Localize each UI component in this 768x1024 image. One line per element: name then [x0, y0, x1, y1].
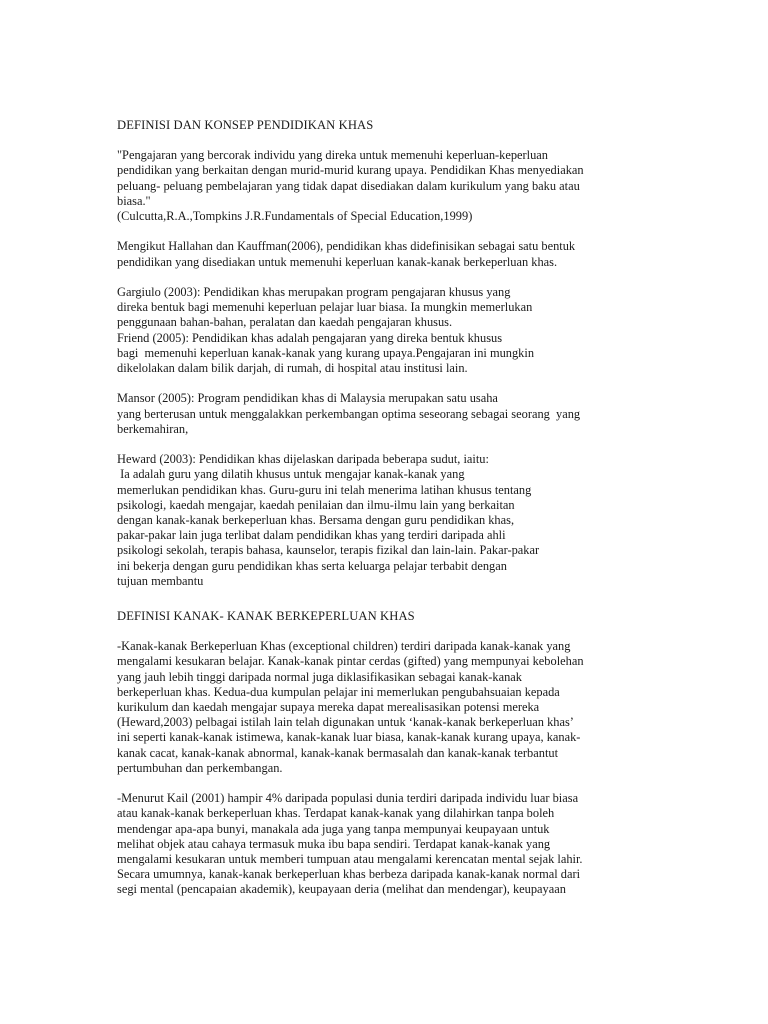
text-line: "Pengajaran yang bercorak individu yang direka untuk memenuhi keperluan-keperluan [117, 148, 549, 163]
paragraph [117, 639, 698, 776]
paragraph [117, 791, 698, 897]
text-line: yang berterusan untuk menggalakkan perkembangan optima seseorang sebagai seorang yang [117, 406, 581, 421]
paragraph [117, 239, 698, 269]
text-line: -Menurut Kail (2001) hampir 4% daripada populasi dunia terdiri daripada individu luar biasa [117, 791, 579, 806]
text-line: yang jauh lebih tinggi daripada normal juga diklasifikasikan sebagai kanak-kanak [117, 669, 522, 684]
text-line: mengalami kesukaran belajar. Kanak-kanak pintar cerdas (gifted) yang mempunyai kebolehan [117, 654, 584, 669]
text-line: biasa." [117, 193, 151, 208]
text-line: Ia adalah guru yang dilatih khusus untuk mengajar kanak-kanak yang [117, 467, 465, 482]
text-line: pakar-pakar lain juga terlibat dalam pendidikan khas yang terdiri daripada ahli [117, 528, 506, 543]
text-line: ini bekerja dengan guru pendidikan khas serta keluarga pelajar terbabit dengan [117, 558, 507, 573]
text-line: peluang- peluang pembelajaran yang tidak dapat disediakan dalam kurikulum yang baku atau [117, 178, 580, 193]
section-heading-definisi-konsep: DEFINISI DAN KONSEP PENDIDIKAN KHAS [117, 118, 374, 132]
text-line: mendengar apa-apa bunyi, manakala ada juga yang tanpa mempunyai keupayaan untuk [117, 821, 550, 836]
text-line: Mengikut Hallahan dan Kauffman(2006), pendidikan khas didefinisikan sebagai satu bentuk [117, 239, 576, 254]
text-line: tujuan membantu [117, 573, 204, 588]
text-line: pendidikan yang disediakan untuk memenuhi keperluan kanak-kanak berkeperluan khas. [117, 254, 558, 269]
text-line: direka bentuk bagi memenuhi keperluan pelajar luar biasa. Ia mungkin memerlukan [117, 300, 533, 315]
text-line: segi mental (pencapaian akademik), keupayaan deria (melihat dan mendengar), keupayaan [117, 882, 566, 897]
text-line: psikologi sekolah, terapis bahasa, kaunselor, terapis fizikal dan lain-lain. Pakar-pakar [117, 543, 540, 558]
text-line: (Heward,2003) pelbagai istilah lain telah digunakan untuk ‘kanak-kanak berkeperluan khas’ [117, 715, 574, 730]
paragraph [117, 391, 698, 437]
paragraph [117, 285, 698, 376]
text-line: dikelolakan dalam bilik darjah, di rumah, di hospital atau institusi lain. [117, 361, 468, 376]
text-line: psikologi, kaedah mengajar, kaedah penilaian dan ilmu-ilmu lain yang berkaitan [117, 497, 515, 512]
section-heading-definisi-kanak-kanak: DEFINISI KANAK- KANAK BERKEPERLUAN KHAS [117, 609, 415, 624]
paragraph [117, 452, 698, 589]
text-line: kurikulum dan kaedah mengajar supaya mereka dapat merealisasikan potensi mereka [117, 700, 540, 715]
text-line: dengan kanak-kanak berkeperluan khas. Bersama dengan guru pendidikan khas, [117, 513, 515, 528]
section-body-2 [117, 639, 698, 897]
text-line: pertumbuhan dan perkembangan. [117, 760, 283, 775]
text-line: Gargiulo (2003): Pendidikan khas merupakan program pengajaran khusus yang [117, 285, 511, 299]
text-line: Heward (2003): Pendidikan khas dijelaskan daripada beberapa sudut, iaitu: [117, 452, 489, 467]
text-line: berkemahiran, [117, 421, 189, 436]
text-line: memerlukan pendidikan khas. Guru-guru ini telah menerima latihan khusus tentang [117, 482, 532, 497]
text-line: berkeperluan khas. Kedua-dua kumpulan pelajar ini memerlukan pengubahsuaian kepada [117, 684, 560, 699]
text-line: melihat objek atau cahaya termasuk muka ibu bapa sendiri. Terdapat kanak-kanak yang [117, 836, 551, 851]
section-body-1 [117, 148, 698, 589]
text-line: atau kanak-kanak berkeperluan khas. Terdapat kanak-kanak yang dilahirkan tanpa boleh [117, 806, 555, 821]
text-line: Mansor (2005): Program pendidikan khas di Malaysia merupakan satu usaha [117, 391, 498, 406]
text-line: penggunaan bahan-bahan, peralatan dan kaedah pengajaran khusus. [117, 315, 453, 330]
paragraph [117, 148, 698, 224]
text-line: pendidikan yang berkaitan dengan murid-murid kurang upaya. Pendidikan Khas menyediakan [117, 163, 584, 178]
text-line: Secara umumnya, kanak-kanak berkeperluan khas berbeza daripada kanak-kanak normal dari [117, 867, 581, 882]
text-line: (Culcutta,R.A.,Tompkins J.R.Fundamentals of Special Education,1999) [117, 209, 473, 224]
text-line: -Kanak-kanak Berkeperluan Khas (exceptional children) terdiri daripada kanak-kanak yang [117, 639, 571, 654]
text-line: kanak cacat, kanak-kanak abnormal, kanak-kanak bermasalah dan kanak-kanak terbantut [117, 745, 559, 760]
text-line: ini seperti kanak-kanak istimewa, kanak-kanak luar biasa, kanak-kanak kurang upaya, kanak- [117, 730, 581, 745]
text-line: Friend (2005): Pendidikan khas adalah pengajaran yang direka bentuk khusus [117, 330, 503, 345]
text-line: mengalami kesukaran untuk memberi tumpuan atau mengalami kerencatan mental sejak lahir. [117, 852, 583, 867]
text-line: bagi memenuhi keperluan kanak-kanak yang kurang upaya.Pengajaran ini mungkin [117, 345, 535, 360]
